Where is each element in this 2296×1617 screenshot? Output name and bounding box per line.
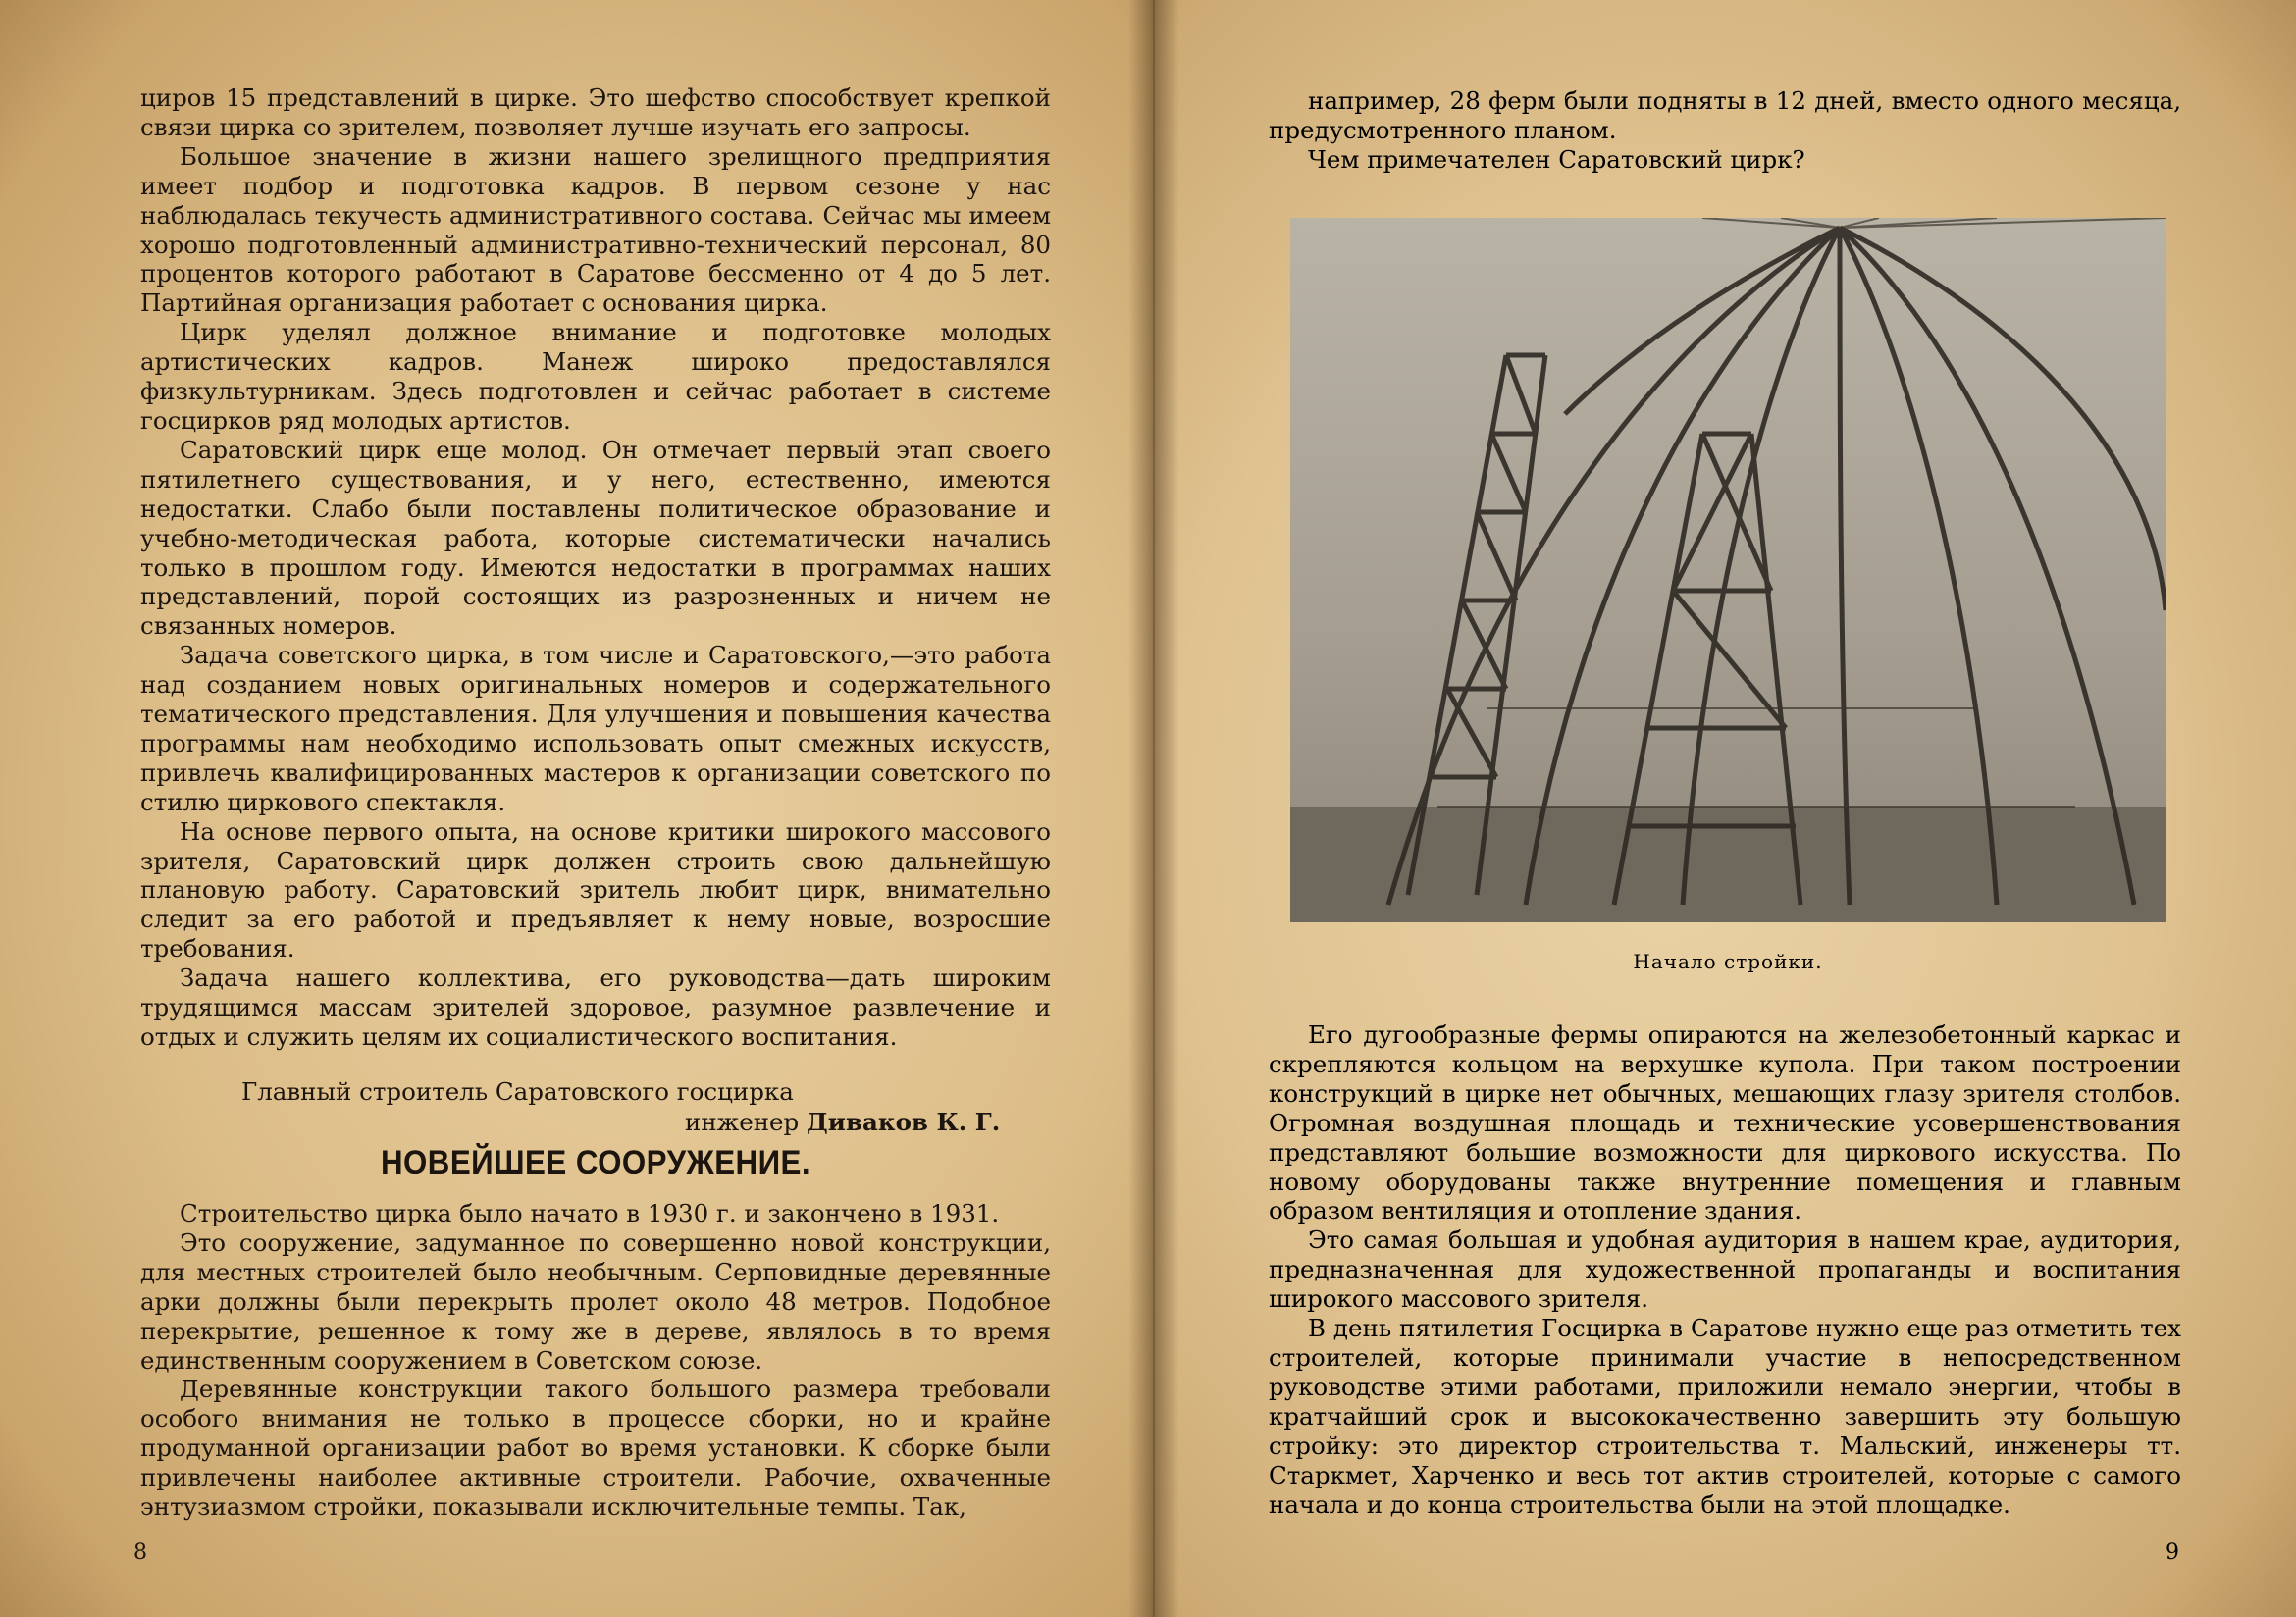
signature-author [685, 1108, 1000, 1137]
paragraph: Цирк уделял должное внимание и подготовке молодых артистических кадров. Манеж широко предоставлялся физкультурникам. Здесь подготовлен и сейчас работает в системе госцирков ряд молодых артистов. [140, 318, 1051, 435]
paragraph: В день пятилетия Госцирка в Саратове нужно еще раз отметить тех строителей, которые принимали участие в непосредственном руководстве этими работами, приложили немало энергии, чтобы в кратчайший срок и высококачественно завершить эту большую стройку: это директор строительства т. Мальский, инженеры тт. Старкмет, Харченко и весь тот актив строителей, которые с самого начала и до конца строительства были на этой площадке. [1269, 1314, 2181, 1519]
paragraph: Его дугообразные фермы опираются на железобетонный каркас и скрепляются кольцом на верхушке купола. При таком построении конструкций в цирке нет обычных, мешающих глазу зрителя столбов. Огромная воздушная площадь и технические усовершенствования представляют большие возможности для циркового искусства. По новому оборудованы также внутренние помещения и главным образом вентиляция и отопление здания. [1269, 1020, 2181, 1226]
paragraph: Задача советского цирка, в том числе и Саратовского,—это работа над созданием новых оригинальных номеров и содержательного тематического представления. Для улучшения и повышения качества программы нам необходимо использовать опыт смежных искусств, привлечь квалифицированных мастеров к организации советского по стилю циркового спектакля. [140, 641, 1051, 816]
construction-photo [1290, 218, 2166, 922]
photo-caption: Начало стройки. [1633, 950, 1823, 973]
paragraph: Саратовский цирк еще молод. Он отмечает первый этап своего пятилетнего существования, и у него, естественно, имеются недостатки. Слабо были поставлены политическое образование и учебно-методическая работа, которые систематически начались только в прошлом году. Имеются недостатки в программах наших представлений, порой состоящих из разрозненных и ничем не связанных номеров. [140, 435, 1051, 641]
paragraph: Чем примечателен Саратовский цирк? [1308, 144, 1805, 174]
book-gutter [1128, 0, 1179, 1617]
paragraph: Это сооружение, задуманное по совершенно новой конструкции, для местных строителей было необычным. Серповидные деревянные арки должны были перекрыть пролет около 48 метров. Подобное перекрытие, решенное к тому же в дереве, являлось в то время единственным сооружением в Советском союзе. [140, 1227, 1051, 1375]
section-heading: НОВЕЙШЕЕ СООРУЖЕНИЕ. [380, 1144, 811, 1181]
paragraph: На основе первого опыта, на основе критики широкого массового зрителя, Саратовский цирк должен строить свою дальнейшую плановую работу. Саратовский зритель любит цирк, внимательно следит за его работой и предъявляет к нему новые, возросшие требования. [140, 816, 1051, 964]
signature-name: Диваков К. Г. [807, 1108, 1001, 1136]
paragraph: Задача нашего коллектива, его руководства—дать широким трудящимся массам зрителей здоровое, разумное развлечение и отдых и служить целям их социалистического воспитания. [140, 964, 1051, 1051]
paragraph: Большое значение в жизни нашего зрелищного предприятия имеет подбор и подготовка кадров. В первом сезоне у нас наблюдалась текучесть административного состава. Сейчас мы имеем хорошо подготовленный административно-технический персонал, 80 процентов которого работают в Саратове бессменно от 4 до 5 лет. Партийная организация работает с основания цирка. [140, 141, 1051, 318]
paragraph: циров 15 представлений в цирке. Это шефство способствует крепкой связи цирка со зрителем, позволяет лучше изучать его запросы. [140, 83, 1051, 141]
paragraph: Деревянные конструкции такого большого размера требовали особого внимания не только в процессе сборки, но и крайне продуманной организации работ во время установки. К сборке были привлечены наиболее активные строители. Рабочие, охваченные энтузиазмом стройки, показывали исключительные темпы. Так, [140, 1375, 1051, 1522]
page-number-left: 8 [133, 1540, 147, 1565]
right-page-text-bottom [1269, 1020, 2181, 1519]
left-page-text-bottom [140, 1199, 1051, 1522]
right-page-text-top [1269, 86, 2181, 175]
paragraph: Это самая большая и удобная аудитория в нашем крае, аудитория, предназначенная для художественной пропаганды и воспитания широкого массового зрителя. [1269, 1226, 2181, 1314]
signature-title: Главный строитель Саратовского госцирка [241, 1077, 794, 1106]
page-number-right: 9 [2166, 1540, 2179, 1565]
photo-image [1290, 218, 2166, 922]
paragraph: например, 28 ферм были подняты в 12 дней, вместо одного месяца, предусмотренного планом. [1269, 86, 2181, 144]
left-page-text-top [140, 83, 1051, 1052]
paragraph: Строительство цирка было начато в 1930 г. и закончено в 1931. [180, 1199, 1000, 1227]
signature-prefix: инженер [685, 1108, 800, 1136]
